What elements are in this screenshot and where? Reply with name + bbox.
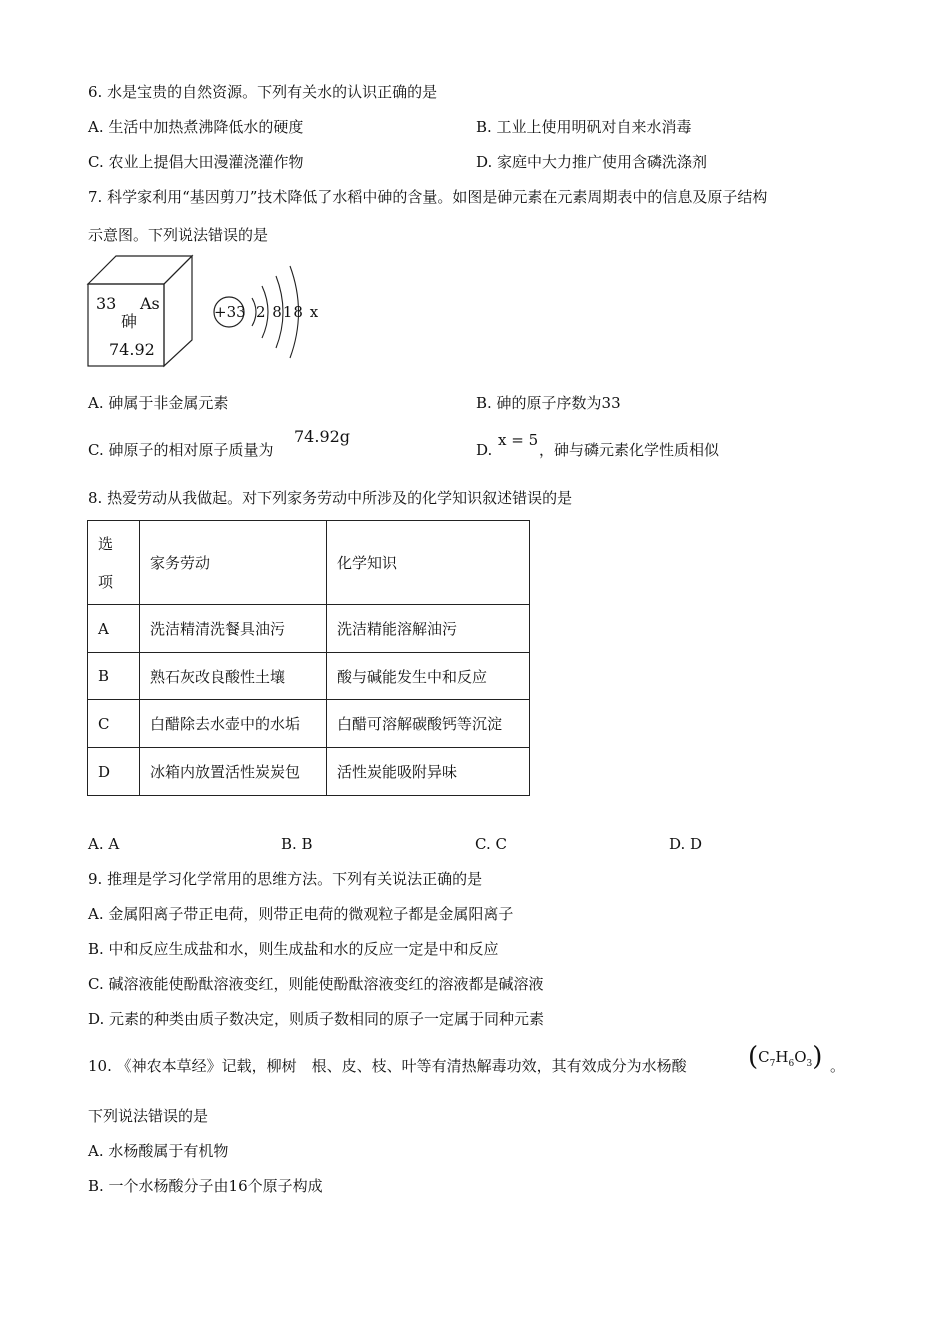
row-labor: 白醋除去水壶中的水垢 <box>140 700 327 748</box>
header-labor: 家务劳动 <box>140 521 327 605</box>
table-row <box>88 700 530 748</box>
row-knowledge: 洗洁精能溶解油污 <box>327 605 530 653</box>
q6-stem: 6. 水是宝贵的自然资源。下列有关水的认识正确的是 <box>88 83 438 101</box>
q6-option-d: D. 家庭中大力推广使用含磷洗涤剂 <box>476 153 708 171</box>
element-name: 砷 <box>121 312 138 331</box>
table-header-row <box>88 521 530 605</box>
q9-stem: 9. 推理是学习化学常用的思维方法。下列有关说法正确的是 <box>88 870 483 888</box>
salicylic-acid-formula: $(C_7H_6O_3)$ <box>748 1042 823 1072</box>
row-labor: 冰箱内放置活性炭炭包 <box>140 748 327 796</box>
q6-option-a: A. 生活中加热煮沸降低水的硬度 <box>88 118 304 136</box>
q7-stem-line1: 7. 科学家利用“基因剪刀”技术降低了水稻中砷的含量。如图是砷元素在元素周期表中的信息及原子结构 <box>88 188 768 206</box>
q8-table <box>87 520 530 796</box>
q8-option-b: B. B <box>281 835 313 853</box>
q7-option-d-formula: x = 5 <box>498 431 539 449</box>
row-option: B <box>88 653 140 700</box>
q8-stem: 8. 热爱劳动从我做起。对下列家务劳动中所涉及的化学知识叙述错误的是 <box>88 489 573 507</box>
element-mass: 74.92 <box>109 340 155 359</box>
q10-stem-end: 。 <box>830 1057 846 1075</box>
q10-option-b: B. 一个水杨酸分子由16个原子构成 <box>88 1177 323 1195</box>
q7-option-d-prefix: D. <box>476 441 493 459</box>
q10-stem-line2: 下列说法错误的是 <box>88 1107 209 1125</box>
q7-stem-line2: 示意图。下列说法错误的是 <box>88 226 269 244</box>
element-atomic-number: 33 <box>96 294 117 313</box>
q7-option-a: A. 砷属于非金属元素 <box>88 394 229 412</box>
q8-option-c: C. C <box>475 835 507 853</box>
header-knowledge: 化学知识 <box>327 521 530 605</box>
q7-option-d-text: ，砷与磷元素化学性质相似 <box>539 441 720 459</box>
row-knowledge: 酸与碱能发生中和反应 <box>327 653 530 700</box>
q9-option-d: D. 元素的种类由质子数决定，则质子数相同的原子一定属于同种元素 <box>88 1010 545 1028</box>
q7-option-b: B. 砷的原子序数为33 <box>476 394 621 412</box>
atom-electron-shells: 2 818 x <box>256 303 320 321</box>
q8-option-a: A. A <box>88 835 120 853</box>
q7-option-c: C. 砷原子的相对原子质量为 <box>88 441 274 459</box>
table-row <box>88 605 530 653</box>
table-row <box>88 653 530 700</box>
q9-option-b: B. 中和反应生成盐和水，则生成盐和水的反应一定是中和反应 <box>88 940 499 958</box>
row-option: C <box>88 700 140 748</box>
row-labor: 熟石灰改良酸性土壤 <box>140 653 327 700</box>
row-knowledge: 白醋可溶解碳酸钙等沉淀 <box>327 700 530 748</box>
q6-option-b: B. 工业上使用明矾对自来水消毒 <box>476 118 692 136</box>
header-option: 选 项 <box>88 521 140 605</box>
q10-stem: 10. 《神农本草经》记载，柳树 根、皮、枝、叶等有清热解毒功效，其有效成分为水杨酸 <box>88 1057 687 1075</box>
q9-option-a: A. 金属阳离子带正电荷，则带正电荷的微观粒子都是金属阳离子 <box>88 905 514 923</box>
q10-option-a: A. 水杨酸属于有机物 <box>88 1142 229 1160</box>
q7-option-c-value: 74.92g <box>294 427 351 446</box>
q8-option-d: D. D <box>669 835 703 853</box>
row-option: A <box>88 605 140 653</box>
element-symbol: As <box>140 294 160 313</box>
q6-option-c: C. 农业上提倡大田漫灌浇灌作物 <box>88 153 304 171</box>
q9-option-c: C. 碱溶液能使酚酞溶液变红，则能使酚酞溶液变红的溶液都是碱溶液 <box>88 975 544 993</box>
row-option: D <box>88 748 140 796</box>
table-row <box>88 748 530 796</box>
row-knowledge: 活性炭能吸附异味 <box>327 748 530 796</box>
row-labor: 洗洁精清洗餐具油污 <box>140 605 327 653</box>
atom-nucleus-charge: +33 <box>214 303 246 321</box>
